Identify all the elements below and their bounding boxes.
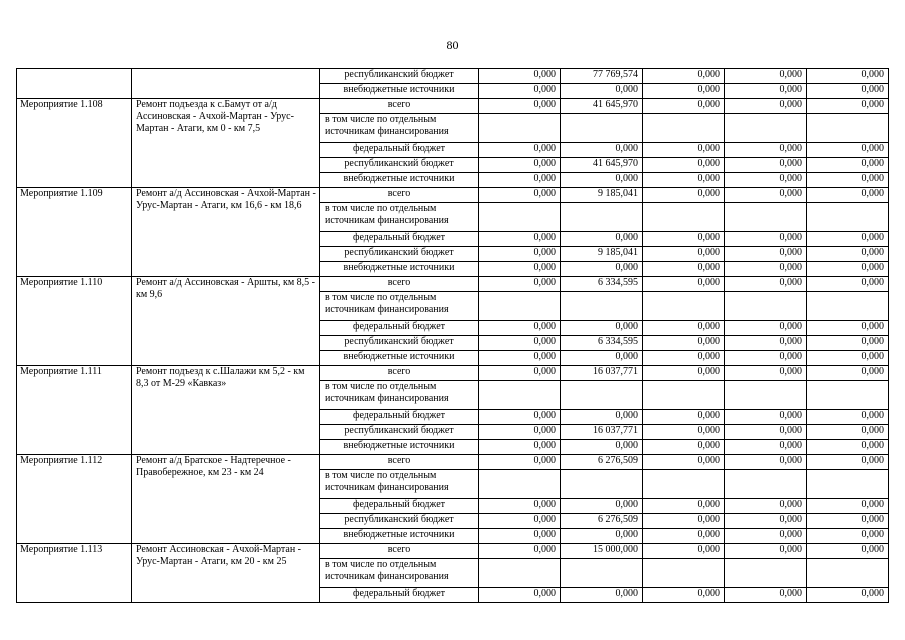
value-cell (479, 203, 561, 232)
value-cell: 0,000 (643, 499, 725, 514)
value-cell: 9 185,041 (561, 188, 643, 203)
value-cell: 0,000 (643, 247, 725, 262)
event-id-cell: Мероприятие 1.111 (17, 366, 132, 455)
value-cell: 0,000 (479, 247, 561, 262)
value-cell: 0,000 (561, 440, 643, 455)
value-cell: 0,000 (479, 544, 561, 559)
value-cell: 0,000 (725, 410, 807, 425)
value-cell: 0,000 (807, 514, 889, 529)
funding-source-cell: всего (320, 366, 479, 381)
funding-source-cell: республиканский бюджет (320, 247, 479, 262)
value-cell (561, 470, 643, 499)
funding-source-cell: всего (320, 544, 479, 559)
value-cell (643, 203, 725, 232)
value-cell (643, 292, 725, 321)
funding-source-cell: в том числе по отдельным источникам финансирования (320, 381, 479, 410)
value-cell: 0,000 (561, 262, 643, 277)
value-cell: 0,000 (561, 529, 643, 544)
value-cell: 0,000 (725, 440, 807, 455)
value-cell (725, 292, 807, 321)
funding-source-cell: внебюджетные источники (320, 173, 479, 188)
value-cell: 0,000 (479, 588, 561, 603)
budget-table (16, 68, 889, 603)
value-cell: 0,000 (561, 321, 643, 336)
value-cell: 0,000 (643, 158, 725, 173)
value-cell: 0,000 (725, 84, 807, 99)
value-cell (561, 559, 643, 588)
funding-source-cell: всего (320, 99, 479, 114)
value-cell: 0,000 (807, 188, 889, 203)
value-cell (807, 292, 889, 321)
value-cell: 0,000 (807, 84, 889, 99)
value-cell: 0,000 (725, 544, 807, 559)
value-cell: 0,000 (725, 425, 807, 440)
table-row (17, 99, 889, 114)
funding-source-cell: в том числе по отдельным источникам финансирования (320, 203, 479, 232)
funding-source-cell: федеральный бюджет (320, 588, 479, 603)
value-cell: 6 334,595 (561, 336, 643, 351)
value-cell: 0,000 (807, 351, 889, 366)
value-cell: 0,000 (725, 99, 807, 114)
value-cell: 0,000 (479, 262, 561, 277)
value-cell (807, 470, 889, 499)
event-id-cell: Мероприятие 1.113 (17, 544, 132, 603)
event-id-cell: Мероприятие 1.112 (17, 455, 132, 544)
value-cell (479, 559, 561, 588)
event-id-cell: Мероприятие 1.110 (17, 277, 132, 366)
value-cell: 0,000 (643, 514, 725, 529)
funding-source-cell: всего (320, 188, 479, 203)
value-cell: 0,000 (807, 588, 889, 603)
page-number: 80 (446, 38, 459, 52)
funding-source-cell: федеральный бюджет (320, 143, 479, 158)
value-cell: 0,000 (643, 351, 725, 366)
value-cell: 0,000 (725, 173, 807, 188)
value-cell: 0,000 (807, 366, 889, 381)
event-name-cell: Ремонт подъезд к с.Шалажи км 5,2 - км 8,3 от М-29 «Кавказ» (132, 366, 320, 455)
value-cell (725, 381, 807, 410)
value-cell: 0,000 (561, 351, 643, 366)
value-cell: 0,000 (725, 366, 807, 381)
value-cell: 0,000 (479, 232, 561, 247)
value-cell: 0,000 (643, 321, 725, 336)
value-cell: 0,000 (643, 440, 725, 455)
event-name-cell: Ремонт а/д Братское - Надтеречное - Правобережное, км 23 - км 24 (132, 455, 320, 544)
value-cell: 0,000 (725, 188, 807, 203)
value-cell: 0,000 (807, 99, 889, 114)
value-cell: 16 037,771 (561, 366, 643, 381)
value-cell: 0,000 (479, 143, 561, 158)
funding-source-cell: в том числе по отдельным источникам финансирования (320, 470, 479, 499)
funding-source-cell: федеральный бюджет (320, 232, 479, 247)
value-cell: 9 185,041 (561, 247, 643, 262)
funding-source-cell: федеральный бюджет (320, 499, 479, 514)
funding-source-cell: внебюджетные источники (320, 529, 479, 544)
value-cell: 0,000 (479, 69, 561, 84)
funding-source-cell: внебюджетные источники (320, 262, 479, 277)
value-cell (479, 470, 561, 499)
value-cell: 0,000 (479, 366, 561, 381)
value-cell: 0,000 (725, 232, 807, 247)
funding-source-cell: республиканский бюджет (320, 336, 479, 351)
value-cell: 0,000 (725, 529, 807, 544)
value-cell: 0,000 (643, 425, 725, 440)
value-cell: 0,000 (643, 410, 725, 425)
value-cell (561, 114, 643, 143)
value-cell: 0,000 (725, 336, 807, 351)
value-cell: 0,000 (725, 588, 807, 603)
funding-source-cell: в том числе по отдельным источникам финансирования (320, 114, 479, 143)
funding-source-cell: республиканский бюджет (320, 425, 479, 440)
value-cell: 0,000 (725, 455, 807, 470)
value-cell: 0,000 (479, 99, 561, 114)
value-cell: 0,000 (807, 173, 889, 188)
value-cell: 0,000 (807, 410, 889, 425)
table-row (17, 188, 889, 203)
value-cell: 6 276,509 (561, 514, 643, 529)
value-cell: 0,000 (643, 366, 725, 381)
value-cell: 0,000 (479, 440, 561, 455)
funding-source-cell: всего (320, 277, 479, 292)
value-cell: 6 276,509 (561, 455, 643, 470)
event-name-cell: Ремонт Ассиновская - Ачхой-Мартан - Урус-Мартан - Атаги, км 20 - км 25 (132, 544, 320, 603)
value-cell: 0,000 (643, 544, 725, 559)
value-cell: 0,000 (479, 499, 561, 514)
value-cell: 0,000 (561, 588, 643, 603)
value-cell: 0,000 (561, 84, 643, 99)
value-cell: 0,000 (807, 529, 889, 544)
value-cell: 0,000 (725, 277, 807, 292)
table-row (17, 455, 889, 470)
event-name-cell: Ремонт а/д Ассиновская - Ачхой-Мартан - Урус-Мартан - Атаги, км 16,6 - км 18,6 (132, 188, 320, 277)
value-cell: 0,000 (807, 425, 889, 440)
funding-source-cell: республиканский бюджет (320, 514, 479, 529)
funding-source-cell: федеральный бюджет (320, 410, 479, 425)
funding-source-cell: республиканский бюджет (320, 69, 479, 84)
value-cell (561, 381, 643, 410)
value-cell: 0,000 (643, 455, 725, 470)
funding-source-cell: внебюджетные источники (320, 351, 479, 366)
event-name-cell: Ремонт подъезда к с.Бамут от а/д Ассиновская - Ачхой-Мартан - Урус-Мартан - Атаги, км 0 - км 7,5 (132, 99, 320, 188)
value-cell: 0,000 (807, 336, 889, 351)
value-cell: 0,000 (561, 232, 643, 247)
value-cell (725, 114, 807, 143)
event-id-cell (17, 69, 132, 99)
event-id-cell: Мероприятие 1.108 (17, 99, 132, 188)
value-cell: 0,000 (479, 351, 561, 366)
table-row (17, 544, 889, 559)
funding-source-cell: в том числе по отдельным источникам финансирования (320, 559, 479, 588)
value-cell: 0,000 (725, 351, 807, 366)
value-cell: 0,000 (807, 143, 889, 158)
value-cell: 0,000 (479, 173, 561, 188)
event-name-cell: Ремонт а/д Ассиновская - Аршты, км 8,5 - км 9,6 (132, 277, 320, 366)
value-cell: 0,000 (725, 247, 807, 262)
value-cell: 0,000 (643, 84, 725, 99)
value-cell: 0,000 (479, 336, 561, 351)
value-cell (643, 114, 725, 143)
value-cell (725, 470, 807, 499)
value-cell (479, 381, 561, 410)
value-cell (479, 292, 561, 321)
value-cell: 41 645,970 (561, 158, 643, 173)
value-cell (807, 559, 889, 588)
value-cell (807, 203, 889, 232)
event-id-cell: Мероприятие 1.109 (17, 188, 132, 277)
value-cell: 0,000 (561, 143, 643, 158)
value-cell: 16 037,771 (561, 425, 643, 440)
funding-source-cell: всего (320, 455, 479, 470)
value-cell: 0,000 (807, 247, 889, 262)
value-cell: 0,000 (643, 588, 725, 603)
value-cell: 0,000 (807, 321, 889, 336)
value-cell: 0,000 (725, 499, 807, 514)
value-cell: 0,000 (643, 277, 725, 292)
value-cell: 0,000 (807, 232, 889, 247)
value-cell (643, 559, 725, 588)
value-cell (643, 381, 725, 410)
value-cell: 77 769,574 (561, 69, 643, 84)
value-cell: 0,000 (643, 69, 725, 84)
value-cell: 0,000 (643, 232, 725, 247)
value-cell: 41 645,970 (561, 99, 643, 114)
table-row (17, 69, 889, 84)
value-cell (561, 292, 643, 321)
value-cell: 0,000 (807, 544, 889, 559)
value-cell: 0,000 (479, 529, 561, 544)
value-cell: 0,000 (479, 277, 561, 292)
value-cell: 0,000 (643, 143, 725, 158)
value-cell: 0,000 (479, 321, 561, 336)
value-cell: 0,000 (807, 69, 889, 84)
value-cell (807, 381, 889, 410)
value-cell: 0,000 (807, 455, 889, 470)
value-cell: 0,000 (643, 336, 725, 351)
value-cell (725, 203, 807, 232)
value-cell: 0,000 (479, 425, 561, 440)
value-cell: 15 000,000 (561, 544, 643, 559)
budget-table-body (17, 69, 889, 603)
value-cell: 0,000 (725, 321, 807, 336)
value-cell: 0,000 (479, 514, 561, 529)
value-cell: 0,000 (807, 440, 889, 455)
value-cell: 0,000 (561, 173, 643, 188)
value-cell: 0,000 (479, 455, 561, 470)
value-cell: 0,000 (643, 99, 725, 114)
value-cell: 0,000 (479, 84, 561, 99)
funding-source-cell: в том числе по отдельным источникам финансирования (320, 292, 479, 321)
value-cell: 0,000 (725, 158, 807, 173)
funding-source-cell: федеральный бюджет (320, 321, 479, 336)
value-cell: 0,000 (725, 143, 807, 158)
value-cell: 0,000 (807, 158, 889, 173)
value-cell (479, 114, 561, 143)
value-cell: 0,000 (807, 262, 889, 277)
value-cell: 0,000 (561, 499, 643, 514)
value-cell: 0,000 (643, 262, 725, 277)
table-row (17, 366, 889, 381)
funding-source-cell: республиканский бюджет (320, 158, 479, 173)
value-cell: 0,000 (561, 410, 643, 425)
value-cell: 0,000 (479, 188, 561, 203)
table-row (17, 277, 889, 292)
value-cell: 0,000 (725, 69, 807, 84)
value-cell (643, 470, 725, 499)
funding-source-cell: внебюджетные источники (320, 440, 479, 455)
value-cell: 0,000 (643, 173, 725, 188)
value-cell: 0,000 (807, 499, 889, 514)
value-cell: 6 334,595 (561, 277, 643, 292)
value-cell: 0,000 (725, 262, 807, 277)
value-cell (725, 559, 807, 588)
event-name-cell (132, 69, 320, 99)
value-cell: 0,000 (643, 529, 725, 544)
funding-source-cell: внебюджетные источники (320, 84, 479, 99)
value-cell: 0,000 (479, 158, 561, 173)
value-cell (561, 203, 643, 232)
value-cell: 0,000 (725, 514, 807, 529)
value-cell: 0,000 (643, 188, 725, 203)
value-cell: 0,000 (807, 277, 889, 292)
value-cell: 0,000 (479, 410, 561, 425)
value-cell (807, 114, 889, 143)
